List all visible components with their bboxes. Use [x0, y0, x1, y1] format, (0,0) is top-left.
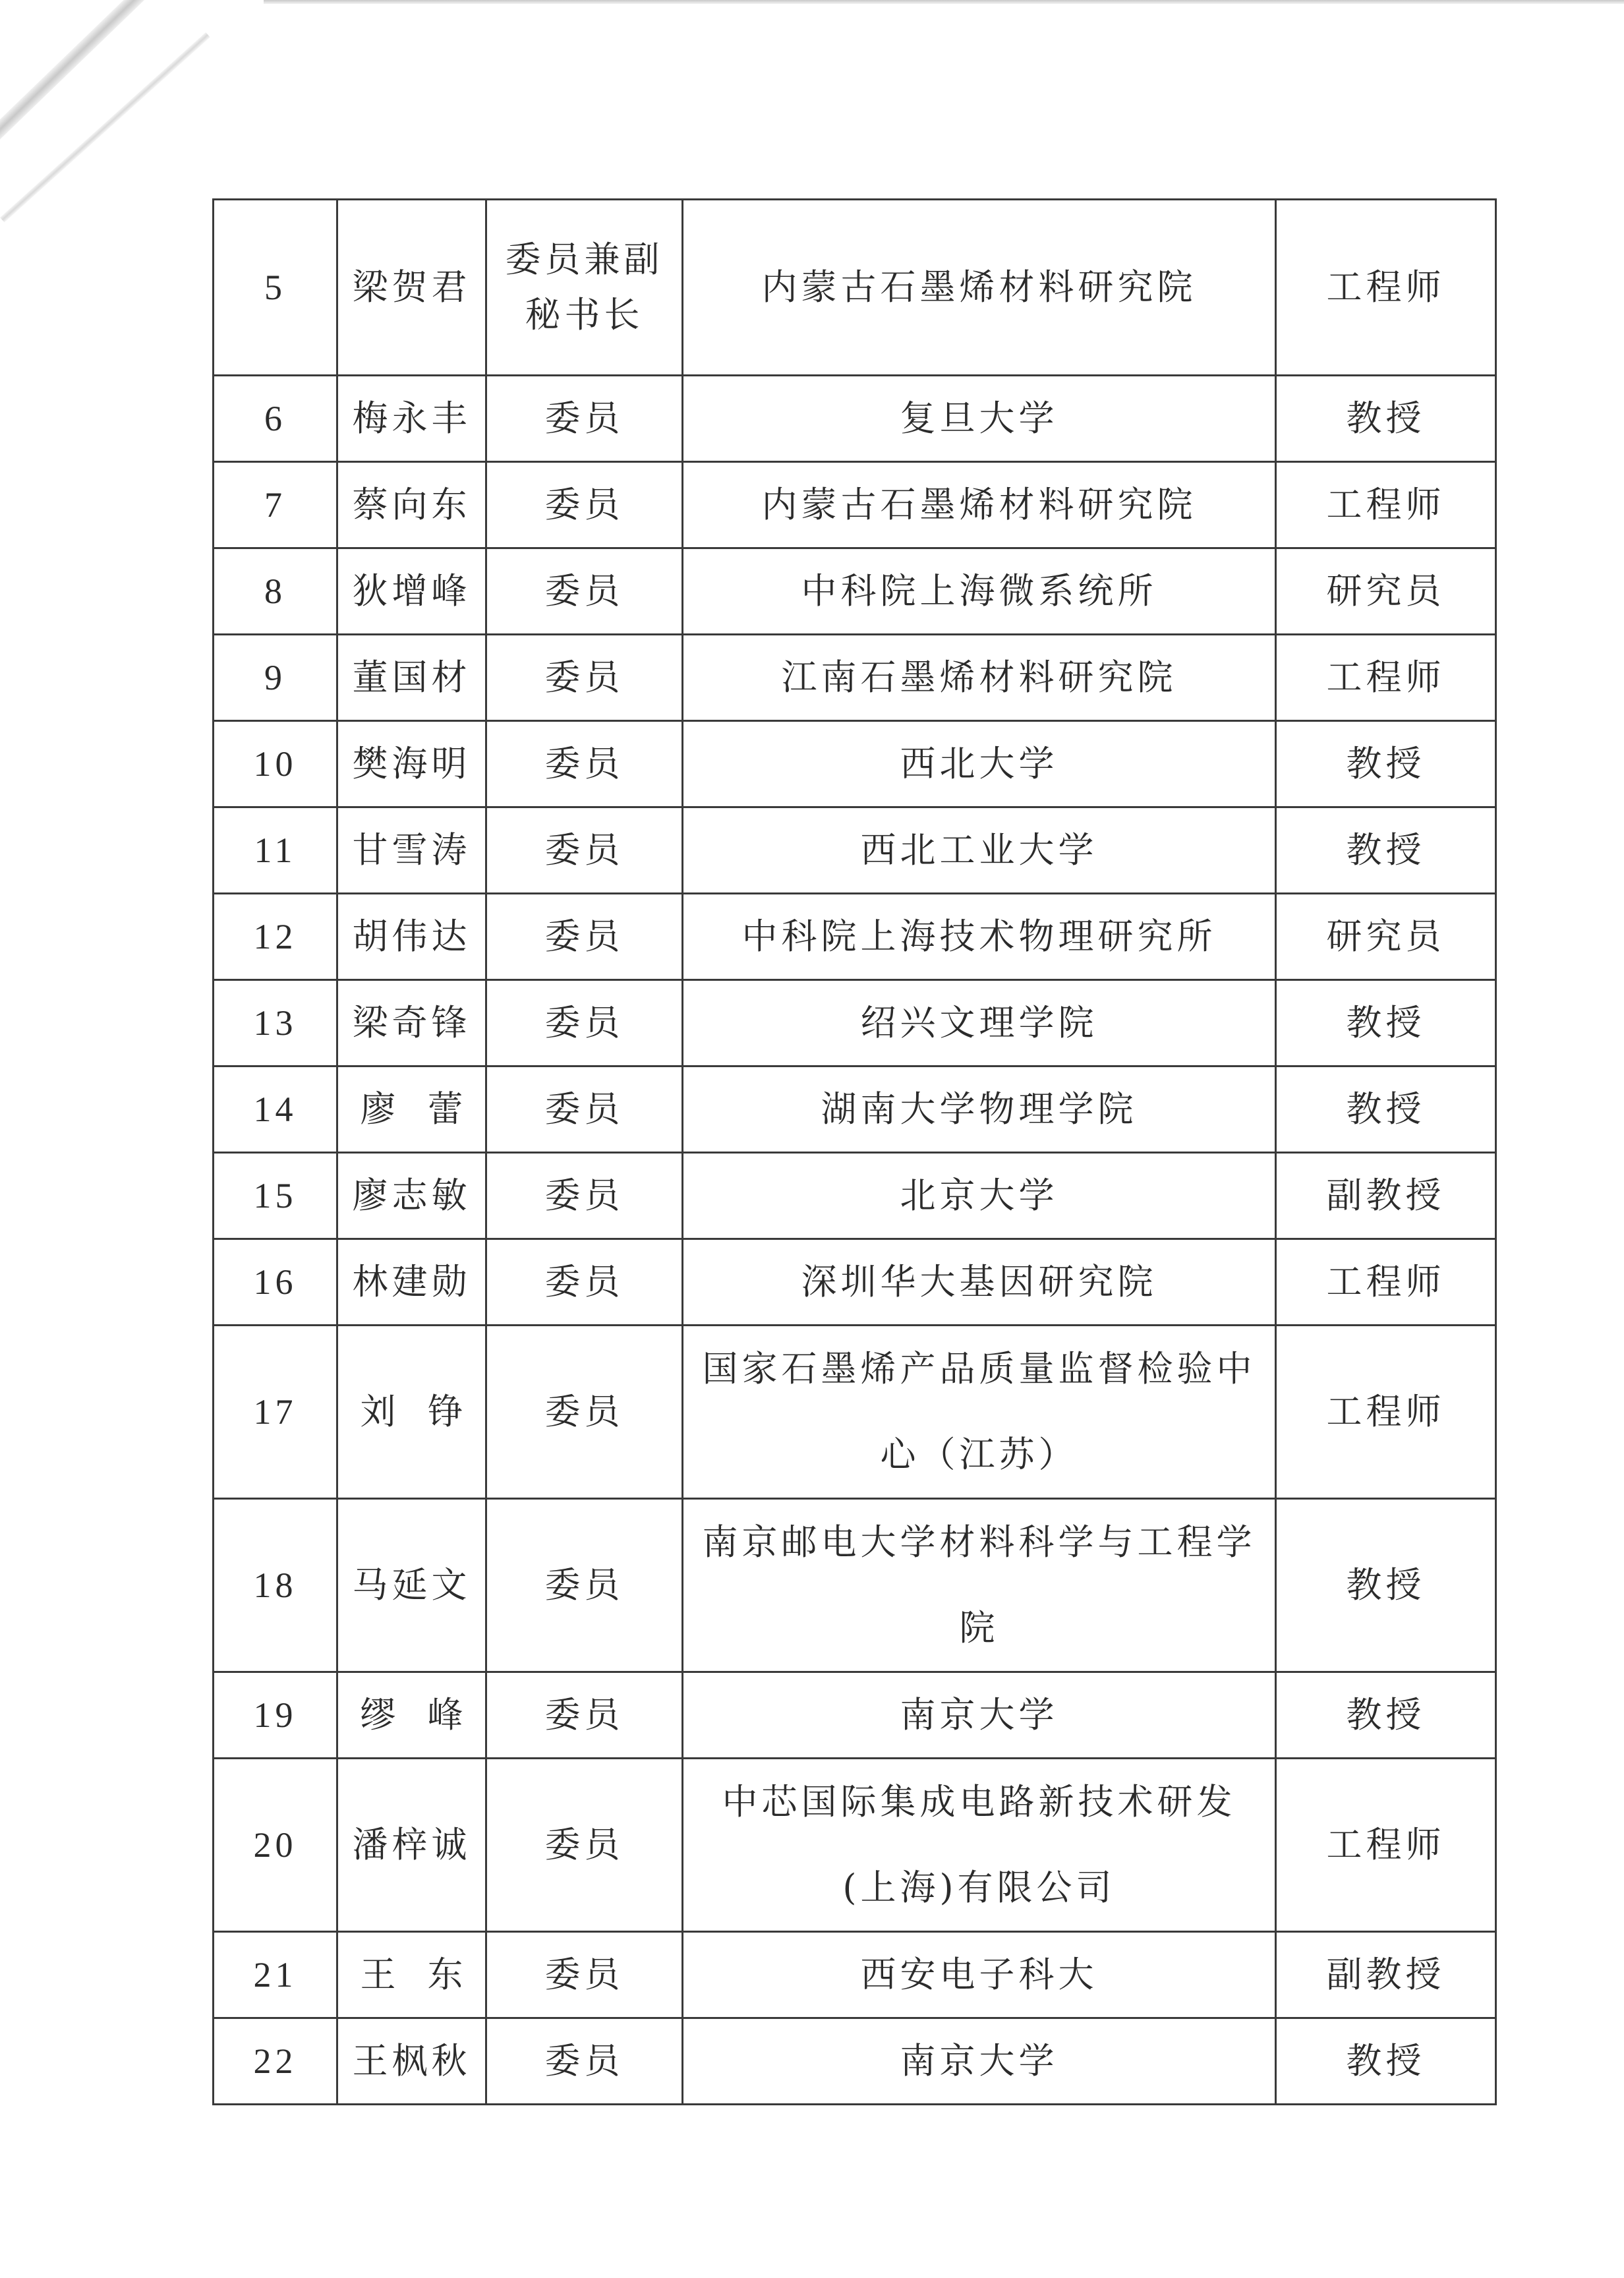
member-name: 梁奇锋: [337, 980, 486, 1066]
committee-member-table: [212, 198, 1497, 2105]
member-role: 委员: [486, 1239, 683, 1326]
member-name: 刘铮: [337, 1326, 486, 1499]
member-organization: 北京大学: [683, 1153, 1276, 1239]
table-row: [214, 721, 1496, 807]
row-number: 17: [214, 1326, 337, 1499]
member-organization: 深圳华大基因研究院: [683, 1239, 1276, 1326]
member-organization: 复旦大学: [683, 376, 1276, 462]
member-organization: 中科院上海微系统所: [683, 548, 1276, 635]
member-title: 教授: [1276, 807, 1496, 894]
member-title: 教授: [1276, 1066, 1496, 1153]
row-number: 9: [214, 635, 337, 721]
table-row: [214, 1932, 1496, 2018]
member-name: 董国材: [337, 635, 486, 721]
member-organization: 内蒙古石墨烯材料研究院: [683, 200, 1276, 376]
row-number: 10: [214, 721, 337, 807]
table-row: [214, 1239, 1496, 1326]
member-name: 潘梓诚: [337, 1759, 486, 1932]
table-row: [214, 1499, 1496, 1672]
member-role: 委员: [486, 1499, 683, 1672]
member-name: 王枫秋: [337, 2018, 486, 2105]
row-number: 5: [214, 200, 337, 376]
member-title: 教授: [1276, 1499, 1496, 1672]
member-organization: 南京大学: [683, 2018, 1276, 2105]
member-role: 委员: [486, 1326, 683, 1499]
member-name: 廖蕾: [337, 1066, 486, 1153]
member-title: 工程师: [1276, 635, 1496, 721]
table-row: [214, 1326, 1496, 1499]
table-row: [214, 376, 1496, 462]
member-organization: 南京邮电大学材料科学与工程学院: [683, 1499, 1276, 1672]
member-title: 副教授: [1276, 1153, 1496, 1239]
row-number: 21: [214, 1932, 337, 2018]
table-row: [214, 200, 1496, 376]
member-role: 委员: [486, 1672, 683, 1759]
member-title: 教授: [1276, 2018, 1496, 2105]
member-name: 狄增峰: [337, 548, 486, 635]
member-title: 研究员: [1276, 548, 1496, 635]
member-organization: 湖南大学物理学院: [683, 1066, 1276, 1153]
member-role: 委员: [486, 376, 683, 462]
member-title: 工程师: [1276, 1239, 1496, 1326]
member-organization: 西安电子科大: [683, 1932, 1276, 2018]
member-name: 缪峰: [337, 1672, 486, 1759]
member-name: 王东: [337, 1932, 486, 2018]
member-title: 工程师: [1276, 1759, 1496, 1932]
row-number: 19: [214, 1672, 337, 1759]
scan-top-edge: [264, 0, 1624, 4]
member-role: 委员: [486, 548, 683, 635]
member-role: 委员: [486, 1932, 683, 2018]
member-title: 工程师: [1276, 462, 1496, 548]
member-name: 梁贺君: [337, 200, 486, 376]
table-row: [214, 1759, 1496, 1932]
member-title: 工程师: [1276, 200, 1496, 376]
row-number: 15: [214, 1153, 337, 1239]
member-name: 林建勋: [337, 1239, 486, 1326]
table-row: [214, 894, 1496, 980]
member-name: 马延文: [337, 1499, 486, 1672]
member-title: 教授: [1276, 376, 1496, 462]
row-number: 7: [214, 462, 337, 548]
row-number: 8: [214, 548, 337, 635]
member-role: 委员兼副秘书长: [486, 200, 683, 376]
member-organization: 江南石墨烯材料研究院: [683, 635, 1276, 721]
member-role: 委员: [486, 807, 683, 894]
member-role: 委员: [486, 1759, 683, 1932]
member-organization: 中芯国际集成电路新技术研发(上海)有限公司: [683, 1759, 1276, 1932]
member-name: 樊海明: [337, 721, 486, 807]
member-title: 教授: [1276, 1672, 1496, 1759]
row-number: 16: [214, 1239, 337, 1326]
table-row: [214, 462, 1496, 548]
member-role: 委员: [486, 894, 683, 980]
member-title: 副教授: [1276, 1932, 1496, 2018]
member-role: 委员: [486, 721, 683, 807]
member-name: 廖志敏: [337, 1153, 486, 1239]
member-title: 工程师: [1276, 1326, 1496, 1499]
table-row: [214, 548, 1496, 635]
member-name: 蔡向东: [337, 462, 486, 548]
member-name: 梅永丰: [337, 376, 486, 462]
table-row: [214, 807, 1496, 894]
member-organization: 内蒙古石墨烯材料研究院: [683, 462, 1276, 548]
row-number: 13: [214, 980, 337, 1066]
row-number: 22: [214, 2018, 337, 2105]
member-title: 教授: [1276, 980, 1496, 1066]
member-organization: 西北大学: [683, 721, 1276, 807]
table-row: [214, 2018, 1496, 2105]
member-organization: 国家石墨烯产品质量监督检验中心（江苏）: [683, 1326, 1276, 1499]
table-row: [214, 1153, 1496, 1239]
member-title: 研究员: [1276, 894, 1496, 980]
member-name: 甘雪涛: [337, 807, 486, 894]
member-name: 胡伟达: [337, 894, 486, 980]
row-number: 14: [214, 1066, 337, 1153]
member-title: 教授: [1276, 721, 1496, 807]
member-role: 委员: [486, 1066, 683, 1153]
member-role: 委员: [486, 462, 683, 548]
row-number: 12: [214, 894, 337, 980]
table-row: [214, 980, 1496, 1066]
row-number: 20: [214, 1759, 337, 1932]
table-row: [214, 1672, 1496, 1759]
member-role: 委员: [486, 980, 683, 1066]
member-organization: 中科院上海技术物理研究所: [683, 894, 1276, 980]
row-number: 6: [214, 376, 337, 462]
member-organization: 南京大学: [683, 1672, 1276, 1759]
member-role: 委员: [486, 1153, 683, 1239]
member-role: 委员: [486, 635, 683, 721]
member-role: 委员: [486, 2018, 683, 2105]
row-number: 11: [214, 807, 337, 894]
table-row: [214, 1066, 1496, 1153]
row-number: 18: [214, 1499, 337, 1672]
table-row: [214, 635, 1496, 721]
member-organization: 绍兴文理学院: [683, 980, 1276, 1066]
member-organization: 西北工业大学: [683, 807, 1276, 894]
